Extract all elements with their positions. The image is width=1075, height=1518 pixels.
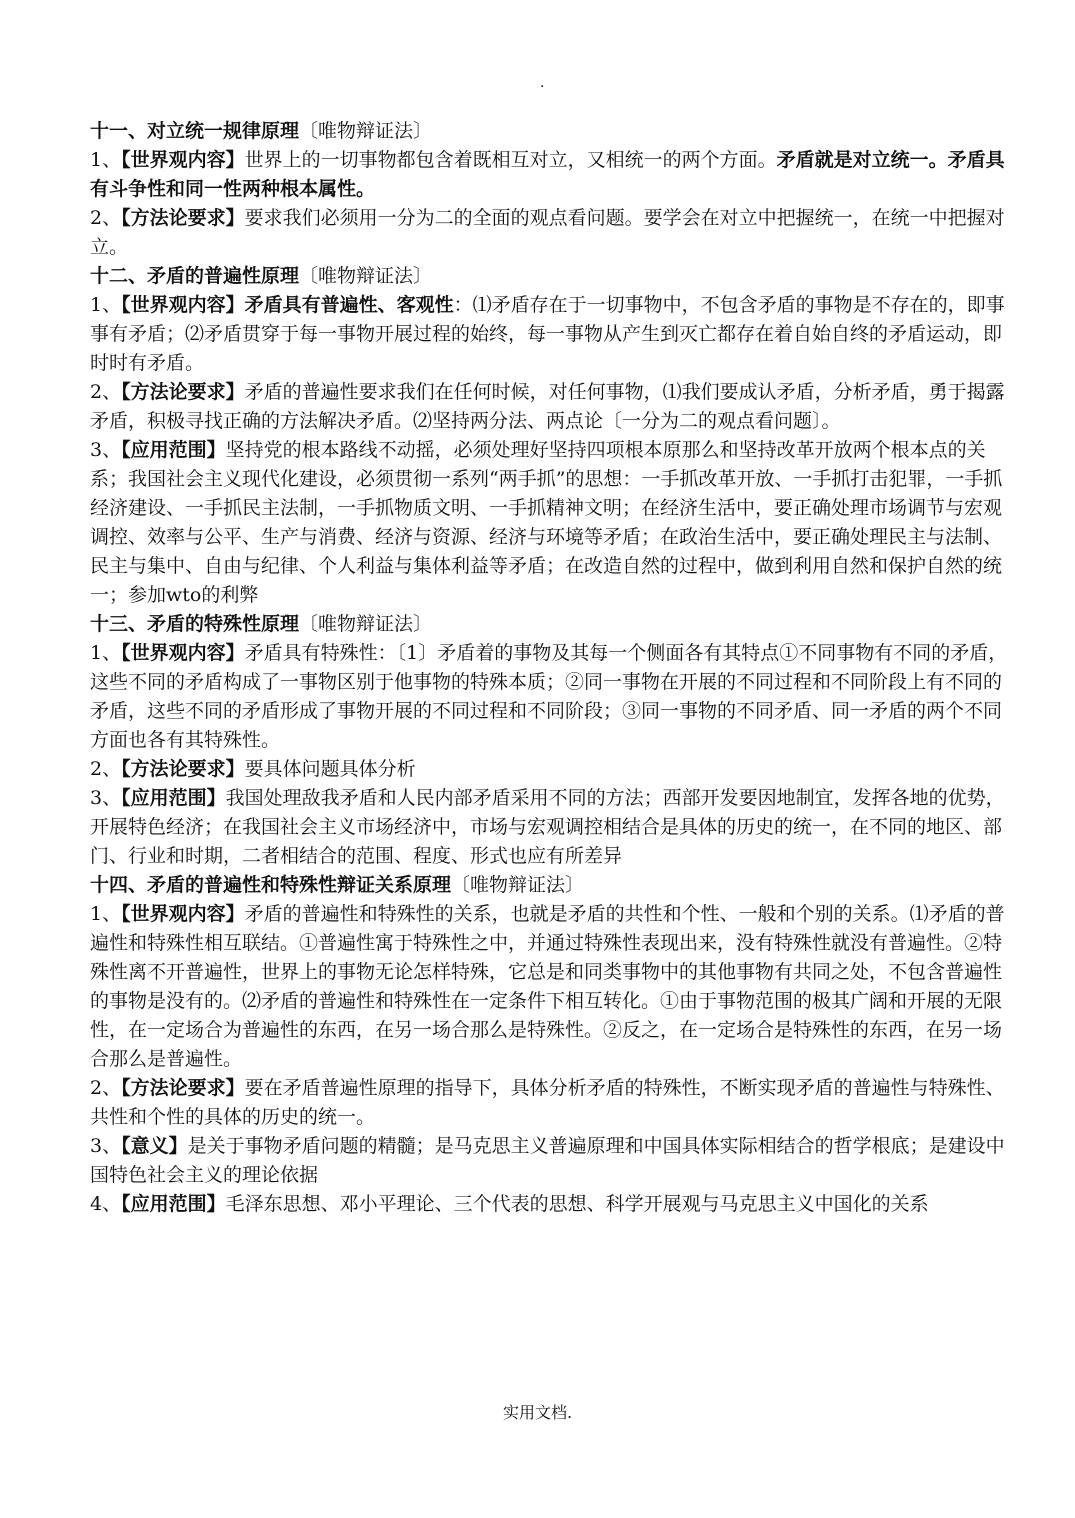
paragraph <box>90 755 1015 784</box>
paragraph-text: 矛盾的普遍性要求我们在任何时候，对任何事物，⑴我们要成认矛盾，分析矛盾，勇于揭露矛盾，积极寻找正确的方法解决矛盾。⑵坚持两分法、两点论〔一分为二的观点看问题〕。 <box>90 381 1005 432</box>
paragraph-bold-text: 矛盾具有普遍性、客观性 <box>244 294 454 316</box>
paragraph-number: 2、 <box>90 207 122 229</box>
paragraph-number: 4、 <box>90 1193 122 1215</box>
section-title: 十一、对立统一规律原理 <box>90 120 300 142</box>
paragraph-label: 【意义】 <box>121 1135 188 1157</box>
paragraph <box>90 204 1015 262</box>
paragraph <box>90 378 1015 436</box>
paragraph <box>90 1074 1015 1132</box>
paragraph-text: 毛泽东思想、邓小平理论、三个代表的思想、科学开展观与马克思主义中国化的关系 <box>225 1193 929 1215</box>
paragraph-label: 【世界观内容】 <box>121 903 245 925</box>
paragraph-text: 要求我们必须用一分为二的全面的观点看问题。要学会在对立中把握统一，在统一中把握对立。 <box>90 207 1005 258</box>
paragraph-number: 1、 <box>90 642 122 664</box>
section-tag: 〔唯物辩证法〕 <box>299 265 433 287</box>
paragraph <box>90 291 1015 378</box>
paragraph <box>90 900 1015 1074</box>
section-heading <box>90 871 1015 900</box>
paragraph-text: 坚持党的根本路线不动摇，必须处理好坚持四项根本原那么和坚持改革开放两个根本点的关系；我国社会主义现代化建设，必须贯彻一系列“两手抓”的思想：一手抓改革开放、一手抓打击犯罪，一手抓经济建设、一手抓民主法制，一手抓物质文明、一手抓精神文明；在经济生活中，要正确处理市场调节与宏观调控、效率与公平、生产与消费、经济与资源、经济与环境等矛盾；在政治生活中，要正确处理民主与法制、民主与集中、自由与纪律、个人利益与集体利益等矛盾；在改造自然的过程中，做到利用自然和保护自然的统一；参加wto的利弊 <box>90 439 1003 606</box>
paragraph <box>90 1190 1015 1219</box>
paragraph-text: 要在矛盾普遍性原理的指导下，具体分析矛盾的特殊性，不断实现矛盾的普遍性与特殊性、共性和个性的具体的历史的统一。 <box>90 1077 1005 1128</box>
paragraph-label: 【应用范围】 <box>121 787 226 809</box>
paragraph <box>90 1132 1015 1190</box>
paragraph-text: 要具体问题具体分析 <box>244 758 416 780</box>
paragraph-number: 2、 <box>90 1077 122 1099</box>
page-header-mark: . <box>540 75 545 91</box>
section-tag: 〔唯物辩证法〕 <box>451 874 585 896</box>
paragraph-label: 【应用范围】 <box>121 1193 226 1215</box>
paragraph-label: 【世界观内容】 <box>121 149 245 171</box>
paragraph <box>90 639 1015 755</box>
paragraph-label: 【世界观内容】 <box>121 642 245 664</box>
section-heading <box>90 262 1015 291</box>
paragraph-text: 是关于事物矛盾问题的精髓；是马克思主义普遍原理和中国具体实际相结合的哲学根底；是建设中国特色社会主义的理论依据 <box>90 1135 1005 1186</box>
paragraph-text: 世界上的一切事物都包含着既相互对立，又相统一的两个方面。 <box>244 149 777 171</box>
section-title: 十四、矛盾的普遍性和特殊性辩证关系原理 <box>90 874 452 896</box>
paragraph <box>90 146 1015 204</box>
paragraph-label: 【应用范围】 <box>121 439 226 461</box>
section-title: 十三、矛盾的特殊性原理 <box>90 613 300 635</box>
paragraph-rest-text: ：⑴矛盾存在于一切事物中，不包含矛盾的事物是不存在的，即事事有矛盾；⑵矛盾贯穿于每一事物开展过程的始终，每一事物从产生到灭亡都存在着自始自终的矛盾运动，即时时有矛盾。 <box>90 294 1005 374</box>
paragraph-label: 【方法论要求】 <box>121 207 245 229</box>
paragraph-number: 3、 <box>90 787 122 809</box>
paragraph-number: 3、 <box>90 439 122 461</box>
paragraph <box>90 784 1015 871</box>
section-heading <box>90 117 1015 146</box>
paragraph <box>90 436 1015 610</box>
paragraph-text: 矛盾具有特殊性：〔1〕矛盾着的事物及其每一个侧面各有其特点①不同事物有不同的矛盾，这些不同的矛盾构成了一事物区别于他事物的特殊本质；②同一事物在开展的不同过程和不同阶段上有不同的矛盾，这些不同的矛盾形成了事物开展的不同过程和不同阶段；③同一事物的不同矛盾、同一矛盾的两个不同方面也各有其特殊性。 <box>90 642 1008 751</box>
section-tag: 〔唯物辩证法〕 <box>299 613 433 635</box>
document-body <box>90 117 1015 1219</box>
paragraph-label: 【方法论要求】 <box>121 381 245 403</box>
section-heading <box>90 610 1015 639</box>
paragraph-text: 我国处理敌我矛盾和人民内部矛盾采用不同的方法；西部开发要因地制宜，发挥各地的优势，开展特色经济；在我国社会主义市场经济中，市场与宏观调控相结合是具体的历史的统一，在不同的地区、部门、行业和时期，二者相结合的范围、程度、形式也应有所差异 <box>90 787 1005 867</box>
paragraph-number: 1、 <box>90 903 122 925</box>
paragraph-text: 矛盾的普遍性和特殊性的关系，也就是矛盾的共性和个性、一般和个别的关系。⑴矛盾的普遍性和特殊性相互联结。①普遍性寓于特殊性之中，并通过特殊性表现出来，没有特殊性就没有普遍性。②特殊性离不开普遍性，世界上的事物无论怎样特殊，它总是和同类事物中的其他事物有共同之处，不包含普遍性的事物是没有的。⑵矛盾的普遍性和特殊性在一定条件下相互转化。①由于事物范围的极其广阔和开展的无限性，在一定场合为普遍性的东西，在另一场合那么是特殊性。②反之，在一定场合是特殊性的东西，在另一场合那么是普遍性。 <box>90 903 1005 1070</box>
paragraph-number: 1、 <box>90 149 122 171</box>
section-tag: 〔唯物辩证法〕 <box>299 120 433 142</box>
paragraph-label: 【方法论要求】 <box>121 758 245 780</box>
paragraph-label: 【世界观内容】 <box>121 294 245 316</box>
paragraph-number: 3、 <box>90 1135 122 1157</box>
paragraph-number: 2、 <box>90 758 122 780</box>
paragraph-label: 【方法论要求】 <box>121 1077 245 1099</box>
page-footer: 实用文档. <box>502 1403 573 1422</box>
paragraph-number: 2、 <box>90 381 122 403</box>
section-title: 十二、矛盾的普遍性原理 <box>90 265 300 287</box>
paragraph-number: 1、 <box>90 294 122 316</box>
paragraph-bold-text: 矛盾就是对立统一。矛盾具有斗争性和同一性两种根本属性。 <box>90 149 1005 200</box>
